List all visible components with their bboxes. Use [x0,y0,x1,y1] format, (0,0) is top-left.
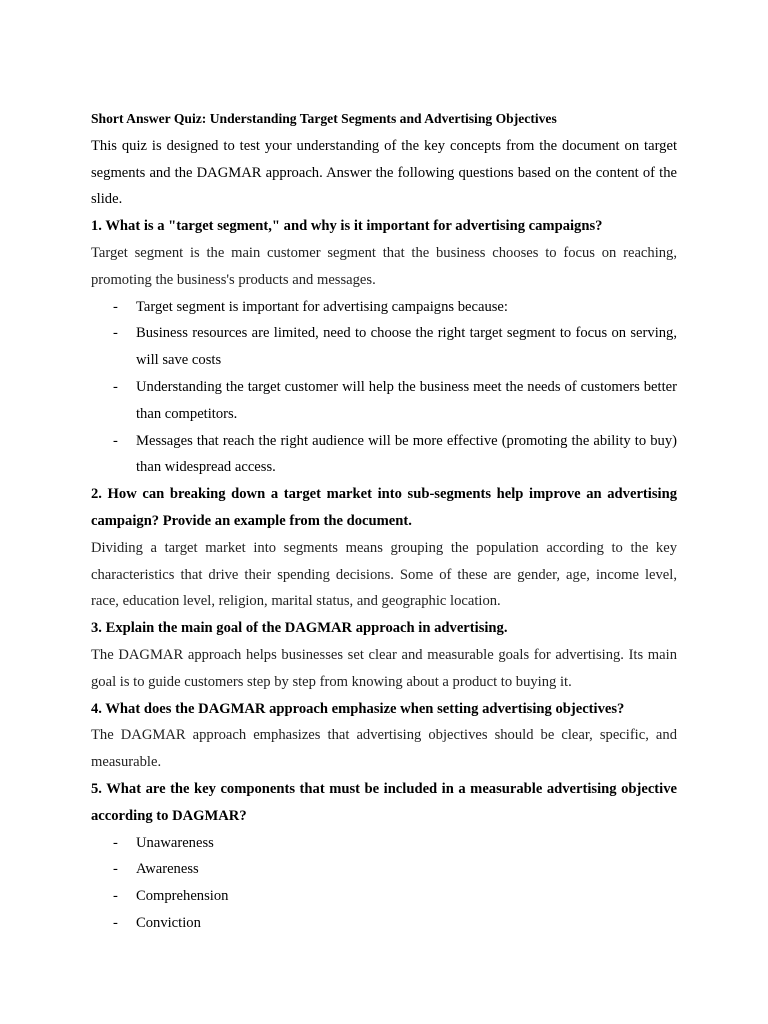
dash-marker: - [113,298,118,315]
answer-3: The DAGMAR approach helps businesses set clear and measurable goals for advertising. Its main goal is to guide customers step by step from knowing about a product to buying it. [91,646,677,690]
list-item [91,883,677,910]
dash-marker: - [113,914,118,931]
list-item-text: Comprehension [136,888,229,905]
dash-marker: - [113,834,118,851]
document-title: Short Answer Quiz: Understanding Target Segments and Advertising Objectives [91,111,557,126]
answer-5-list [91,830,677,937]
question-1: 1. What is a "target segment," and why is it important for advertising campaigns? [91,218,603,235]
list-item-text: Business resources are limited, need to choose the right target segment to focus on serving, will save costs [136,325,677,369]
intro-paragraph: This quiz is designed to test your understanding of the key concepts from the document on target segments and the DAGMAR approach. Answer the following questions based on the content of the slide. [91,137,677,208]
list-item-text: Messages that reach the right audience will be more effective (promoting the ability to buy) than widespread access. [136,432,677,476]
list-item [91,374,677,428]
document-page [91,106,677,937]
question-3: 3. Explain the main goal of the DAGMAR approach in advertising. [91,620,508,637]
answer-4: The DAGMAR approach emphasizes that advertising objectives should be clear, specific, and measurable. [91,727,677,771]
dash-marker: - [113,861,118,878]
dash-marker: - [113,325,118,342]
dash-marker: - [113,432,118,449]
list-item [91,830,677,857]
list-item [91,856,677,883]
list-item-text: Understanding the target customer will help the business meet the needs of customers better than competitors. [136,378,677,422]
list-item [91,320,677,374]
answer-2: Dividing a target market into segments means grouping the population according to the key characteristics that drive their spending decisions. Some of these are gender, age, income level, race, education level, religion, marital status, and geographic location. [91,539,677,610]
answer-1: Target segment is the main customer segment that the business chooses to focus on reaching, promoting the business's products and messages. [91,244,677,288]
dash-marker: - [113,378,118,395]
answer-1-list [91,294,677,482]
list-item [91,910,677,937]
dash-marker: - [113,888,118,905]
question-5: 5. What are the key components that must be included in a measurable advertising objective according to DAGMAR? [91,780,677,824]
question-4: 4. What does the DAGMAR approach emphasize when setting advertising objectives? [91,700,625,717]
list-item-text: Target segment is important for advertising campaigns because: [136,298,508,315]
list-item-text: Conviction [136,914,201,931]
list-item-text: Awareness [136,861,199,878]
question-2: 2. How can breaking down a target market into sub-segments help improve an advertising campaign? Provide an example from the document. [91,486,677,529]
list-item [91,294,677,321]
list-item [91,428,677,482]
list-item-text: Unawareness [136,834,214,851]
